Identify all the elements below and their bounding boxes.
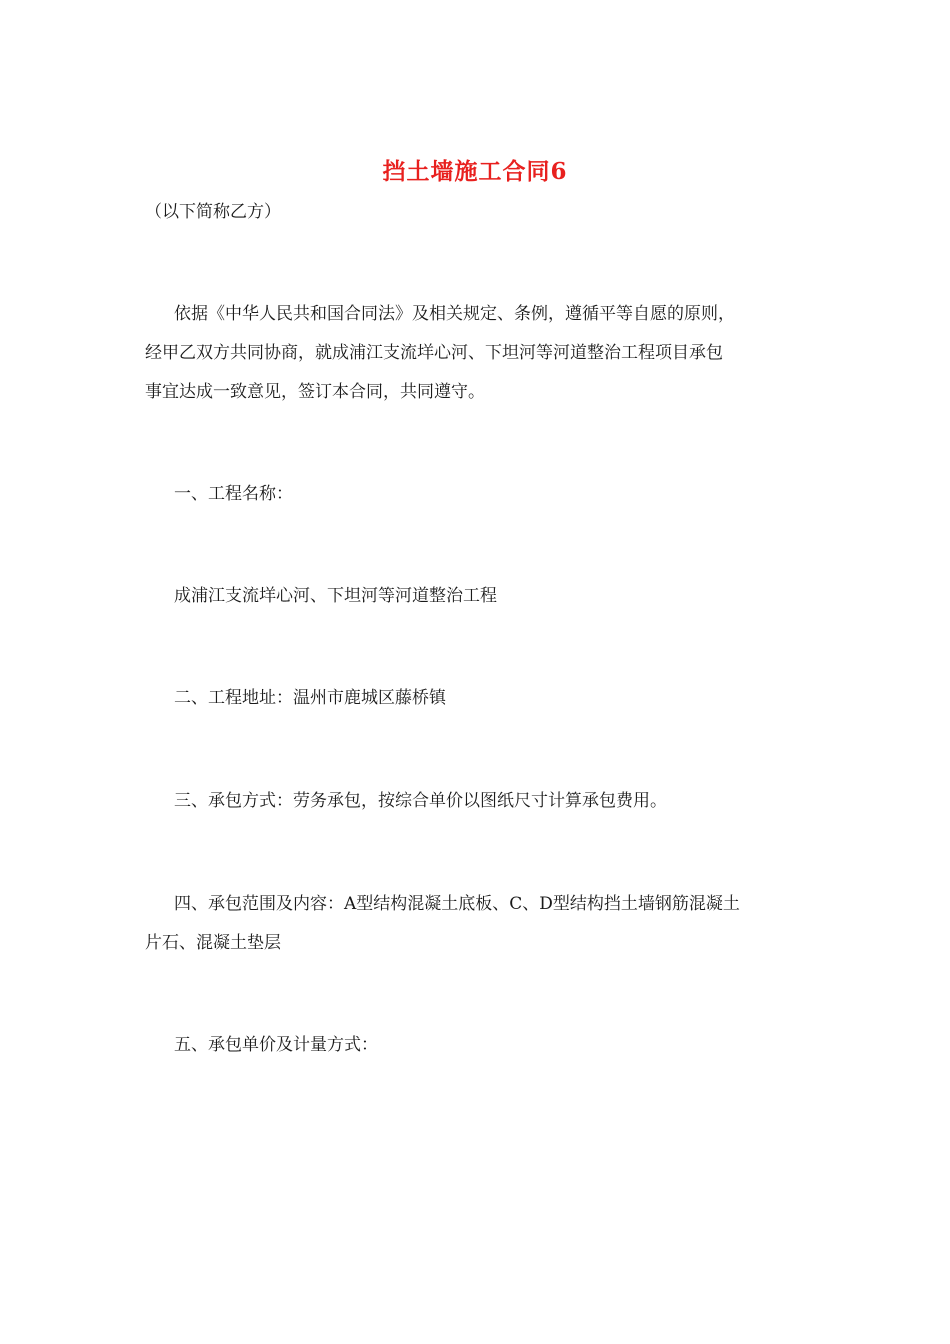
section-4-line-1: 四、承包范围及内容：A型结构混凝土底板、C、D型结构挡土墙钢筋混凝土 (174, 894, 740, 914)
document-title: 挡土墙施工合同6 (382, 158, 568, 185)
section-3: 三、承包方式：劳务承包，按综合单价以图纸尺寸计算承包费用。 (174, 791, 667, 811)
section-2: 二、工程地址：温州市鹿城区藤桥镇 (174, 688, 446, 708)
section-4-line-2: 片石、混凝土垫层 (145, 933, 281, 953)
intro-line-3: 事宜达成一致意见，签订本合同，共同遵守。 (145, 382, 485, 402)
document-subtitle: （以下简称乙方） (145, 202, 281, 222)
section-5-heading: 五、承包单价及计量方式： (174, 1035, 378, 1055)
intro-line-1: 依据《中华人民共和国合同法》及相关规定、条例，遵循平等自愿的原则， (174, 304, 735, 324)
section-1-heading: 一、工程名称： (174, 484, 293, 504)
intro-line-2: 经甲乙双方共同协商，就成浦江支流垟心河、下坦河等河道整治工程项目承包 (145, 343, 723, 363)
section-1-body: 成浦江支流垟心河、下坦河等河道整治工程 (174, 586, 497, 606)
